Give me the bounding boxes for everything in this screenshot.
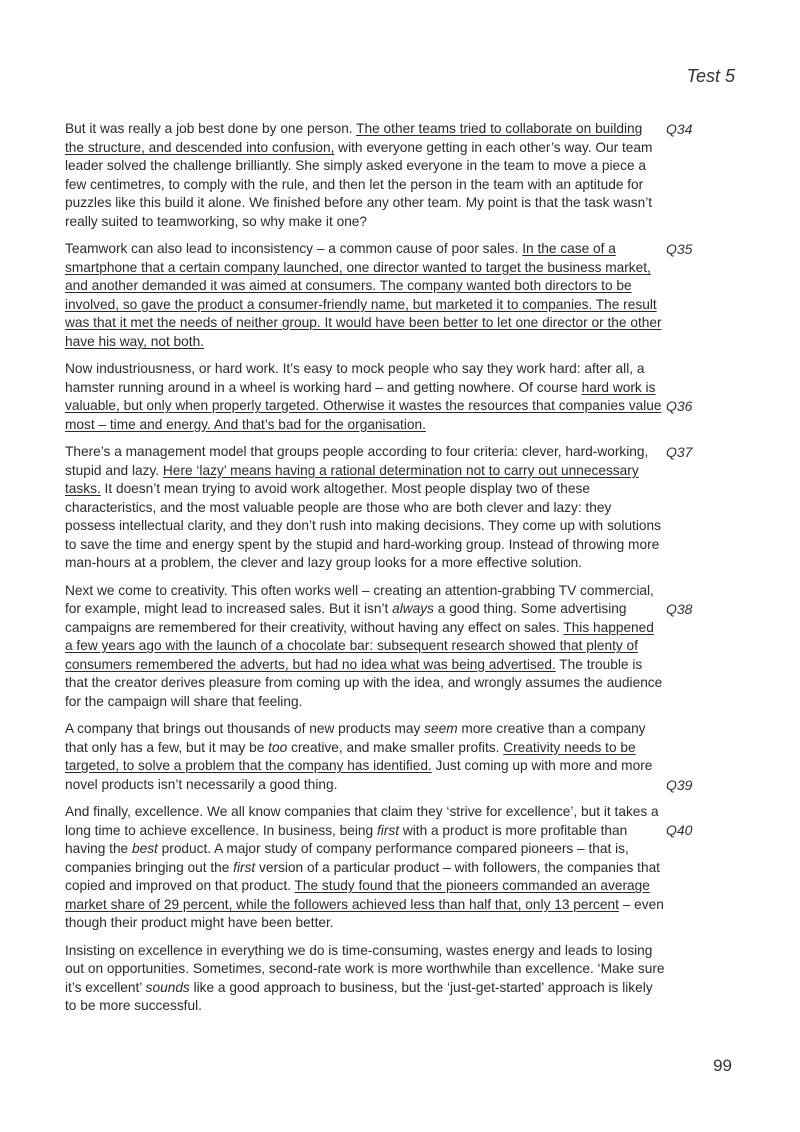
- paragraph: [65, 942, 665, 1016]
- paragraph-text: sounds: [145, 979, 190, 995]
- paragraph-text: It doesn’t mean trying to avoid work altogether. Most people display two of these characteristics, and the most valuable people are those who are both clever and lazy: they possess intellectual clarity, and they don’t rush into making decisions. They come up with solutions to save the time and energy spent by the stupid and hard-working group. Instead of throwing more man-hours at a problem, the clever and lazy group looks for a more effective solution.: [65, 481, 661, 570]
- paragraph: [65, 120, 693, 231]
- paragraph-text: Insisting on excellence in everything we do is time-consuming, wastes energy and leads to losing out on opportunities. Sometimes, second-rate work is more worthwhile than excellence. ‘Make sure it’s excellent’: [65, 942, 665, 995]
- underlined-answer-text: This happened a few years ago with the launch of a chocolate bar: subsequent research showed that plenty of consumers remembered the adverts, but had no idea what was being advertised.: [65, 619, 654, 672]
- paragraph-text: with a product is more profitable than having the: [65, 822, 628, 856]
- paragraph-text: a good thing. Some advertising campaigns are remembered for their creativity, without having any effect on sales.: [65, 601, 627, 635]
- paragraph-text: always: [392, 601, 434, 616]
- paragraph: [65, 803, 693, 933]
- paragraph: [65, 443, 693, 573]
- question-marker: Q40: [666, 822, 693, 838]
- paragraph: [65, 360, 693, 434]
- paragraph-text: with everyone getting in each other’s way. Our team leader solved the challenge brilliantly. She simply asked everyone in the team to move a piece a few centimetres, to comply with the rule, and then let the person in the team with an aptitude for puzzles like this build it alone. We finished before any other team. My point is that the task wasn’t really suited to teamworking, so why make it one?: [65, 139, 653, 229]
- paragraph-text: But it was really a job best done by one person.: [65, 121, 357, 136]
- paragraph-text: And finally, excellence. We all know companies that claim they ‘strive for excellence’, but it takes a long time to achieve excellence. In business, being: [65, 804, 659, 838]
- paragraph-text: first: [376, 822, 400, 838]
- document-body: [65, 120, 693, 1025]
- paragraph-text: There’s a management model that groups people according to four criteria: clever, hard-working, stupid and lazy.: [65, 444, 649, 478]
- question-marker: Q37: [666, 444, 693, 460]
- paragraph: [65, 240, 693, 351]
- question-marker: Q36: [666, 398, 693, 414]
- underlined-answer-text: The other teams tried to collaborate on building the structure, and descended into confusion,: [65, 121, 643, 155]
- paragraph-text: best: [131, 841, 158, 856]
- paragraph-text: first: [233, 859, 256, 875]
- paragraph: [65, 582, 693, 712]
- paragraph-text: too: [268, 739, 288, 755]
- underlined-answer-text: The study found that the pioneers commanded an average market share of 29 percent, while the followers achieved less than half that, only 13 percent: [65, 878, 650, 912]
- paragraph-text: Now industriousness, or hard work. It’s easy to mock people who say they work hard: after all, a hamster running around in a wheel is working hard – and getting nowhere. Of course: [65, 361, 645, 395]
- question-marker: Q39: [666, 777, 693, 793]
- paragraph-text: more creative than a company that only has a few, but it may be: [65, 721, 646, 755]
- underlined-answer-text: Here ‘lazy’ means having a rational determination not to carry out unnecessary tasks.: [65, 462, 639, 496]
- paragraph-text: creative, and make smaller profits.: [287, 739, 504, 755]
- paragraph-text: Next we come to creativity. This often works well – creating an attention-grabbing TV commercial, for example, might lead to increased sales. But it isn’t: [65, 582, 654, 616]
- paragraph: [65, 720, 693, 794]
- question-marker: Q38: [666, 600, 693, 617]
- underlined-answer-text: In the case of a smartphone that a certain company launched, one director wanted to target the business market, and another demanded it was aimed at consumers. The company wanted both directors to be involved, so gave the product a consumer-friendly name, but marketed it to companies. The result was that it met the needs of neither group. It would have been better to let one director or the other have his way, not both.: [65, 241, 662, 349]
- question-marker: Q35: [666, 241, 693, 257]
- paragraph-text: Teamwork can also lead to inconsistency – a common cause of poor sales.: [65, 241, 523, 256]
- paragraph-text: A company that brings out thousands of new products may: [65, 721, 425, 736]
- paragraph-text: Just coming up with more and more novel products isn’t necessarily a good thing.: [65, 758, 653, 792]
- question-marker: Q34: [666, 121, 693, 137]
- paragraph-text: version of a particular product – with followers, the companies that copied and improved on that product.: [65, 859, 660, 893]
- underlined-answer-text: Creativity needs to be targeted, to solve a problem that the company has identified.: [65, 739, 636, 773]
- paragraph-text: – even though their product might have been better.: [65, 896, 664, 930]
- test-label: Test 5: [686, 66, 735, 86]
- underlined-answer-text: hard work is valuable, but only when properly targeted. Otherwise it wastes the resources that companies value most – time and energy. And that’s bad for the organisation.: [65, 379, 662, 432]
- paragraph-text: like a good approach to business, but the ‘just-get-started’ approach is likely to be more successful.: [65, 979, 653, 1013]
- paragraph-text: The trouble is that the creator derives pleasure from coming up with the idea, and wrongly assumes the audience for the campaign will share that feeling.: [65, 656, 663, 709]
- paragraph-text: product. A major study of company performance compared pioneers – that is, companies bringing out the: [65, 841, 629, 875]
- page-number: 99: [713, 1056, 732, 1075]
- paragraph-text: seem: [424, 721, 458, 736]
